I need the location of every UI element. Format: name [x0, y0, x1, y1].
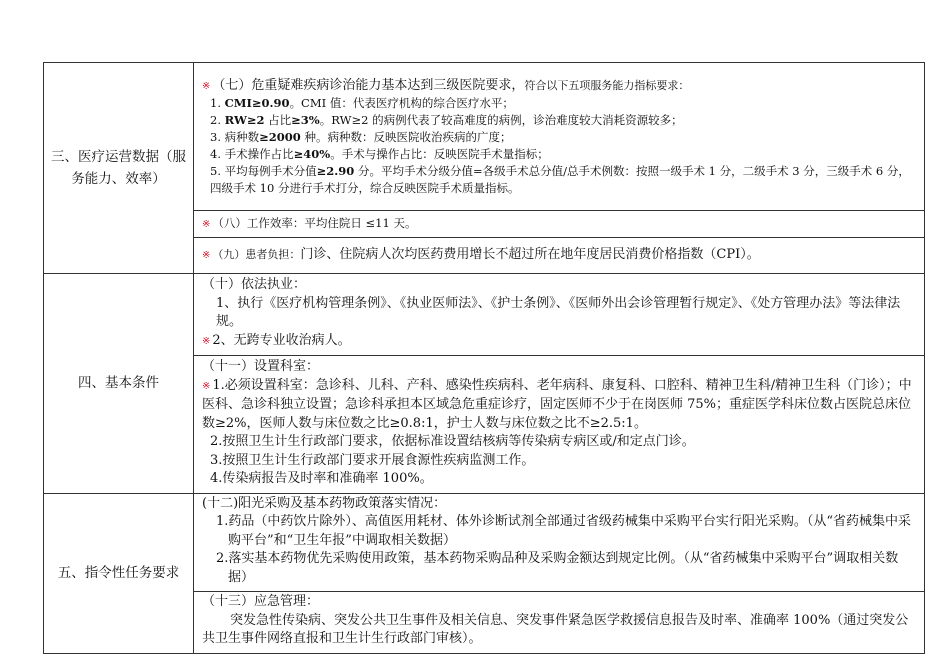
section5-row-item12: [44, 493, 925, 592]
l4-bold: ≥40%: [293, 147, 331, 161]
item10-line1: 1、执行《医疗机构管理条例》、《执业医师法》、《护士条例》、《医师外出会诊管理暂行规定》、《处方管理办法》等法律法规。: [216, 295, 901, 329]
item7-line2: [202, 112, 916, 129]
section4-row-item10: [44, 274, 925, 356]
l1-bold: CMI≥0.90: [224, 96, 290, 110]
item7-title: （七）危重疑难疾病诊治能力基本达到三级医院要求，: [212, 78, 525, 93]
item8-text: （八）工作效率：平均住院日 ≤11 天。: [212, 216, 417, 230]
item10-title: （十）依法执业：: [202, 277, 307, 292]
item13-title: （十三）应急管理：: [202, 594, 320, 609]
item12-title: (十二)阳光采购及基本药物政策落实情况：: [202, 495, 447, 511]
section5-label: 五、指令性任务要求: [44, 493, 194, 653]
mark-icon: ※: [202, 335, 211, 347]
item11-line1: [202, 377, 916, 434]
item11-line3: 3.按照卫生计生行政部门要求开展食源性疾病监测工作。: [210, 452, 535, 468]
item7-line3: [202, 129, 916, 146]
item9-cell: [194, 238, 925, 274]
section3-label: 三、医疗运营数据（服务能力、效率）: [44, 63, 194, 274]
item7-cell: [194, 63, 925, 211]
l2-bold2: ≥3%: [291, 113, 320, 127]
item11-line1-text: 1.必须设置科室：急诊科、儿科、产科、感染性疾病科、老年病科、康复科、口腔科、精神卫生科/精神卫生科（门诊）；中医科、急诊科独立设置；急诊科承担本区域急危重症诊疗，固定医师不少于在岗医师 75%；重症医学科床位数占医院总床位数≥2%，医师人数与床位数之比≥0.8:1，护士人数与床位数之比不≥2.5:1。: [202, 377, 912, 431]
l4-rest: 。手术与操作占比：反映医院手术量指标；: [330, 147, 549, 161]
item12-cell: [194, 493, 925, 592]
l4-pre: 4. 手术操作占比: [210, 147, 294, 161]
item9-text: 门诊、住院病人次均医药费用增长不超过所在地年度居民消费价格指数（CPI）。: [300, 247, 760, 262]
l3-bold: ≥2000: [259, 130, 301, 144]
item11-title: （十一）设置科室：: [202, 359, 320, 374]
mark-icon: ※: [202, 81, 211, 92]
l5-pre: 5. 平均每例手术分值: [210, 164, 317, 178]
mark-icon: ※: [202, 250, 211, 261]
item8-cell: [194, 211, 925, 238]
l2-bold: RW≥2: [224, 113, 265, 127]
l2-rest: 。RW≥2 的病例代表了较高难度的病例，诊治难度较大消耗资源较多；: [319, 113, 683, 127]
item10-line2: [202, 332, 916, 352]
l1-pre: 1.: [210, 96, 225, 110]
l2-mid: 占比: [264, 113, 292, 127]
item13-line1: 突发急性传染病、突发公共卫生事件及相关信息、突发事件紧急医学救援信息报告及时率、准确率 100%（通过突发公共卫生事件网络直报和卫生计生行政部门审核）。: [202, 612, 909, 646]
item12-line2: 2.落实基本药物优先采购使用政策，基本药物采购品种及采购金额达到规定比例。（从“省药械集中采购平台”调取相关数据）: [216, 551, 899, 585]
l3-pre: 3. 病种数: [210, 130, 260, 144]
l5-rest: 分。平均手术分级分值=各级手术总分值/总手术例数：按照一级手术 1 分，二级手术 3 分，三级手术 6 分，四级手术 10 分进行手术打分，综合反映医院手术质量指标。: [210, 164, 910, 195]
mark-icon: ※: [202, 380, 211, 392]
item13-cell: [194, 592, 925, 654]
item10-line2-text: 2、无跨专业收治病人。: [212, 332, 351, 348]
l1-rest: 。CMI 值：代表医疗机构的综合医疗水平；: [289, 96, 514, 110]
item12-line1: 1.药品（中药饮片除外）、高值医用耗材、体外诊断试剂全部通过省级药械集中采购平台实行阳光采购。（从“省药械集中采购平台”和“卫生年报”中调取相关数据）: [216, 514, 912, 548]
item10-cell: [194, 274, 925, 356]
section3-row-item7: [44, 63, 925, 211]
item7-line1: [202, 95, 916, 112]
item7-line4: [202, 146, 916, 163]
l3-rest: 种。病种数：反映医院收治疾病的广度；: [300, 130, 512, 144]
assessment-table: [43, 62, 925, 654]
item7-title-line: [202, 77, 916, 95]
l5-bold: ≥2.90: [316, 164, 355, 178]
section4-label: 四、基本条件: [44, 274, 194, 494]
l2-pre: 2.: [210, 113, 225, 127]
item11-line2: 2.按照卫生计生行政部门要求，依据标准设置结核病等传染病专病区或/和定点门诊。: [210, 434, 695, 449]
item11-cell: [194, 356, 925, 494]
item7-line5: [202, 163, 916, 197]
item7-title-tail: 符合以下五项服务能力指标要求：: [524, 79, 690, 92]
item9-pre: （九）患者负担：: [212, 248, 301, 261]
item11-line4: 4.传染病报告及时率和准确率 100%。: [210, 471, 433, 486]
mark-icon: ※: [202, 219, 211, 230]
